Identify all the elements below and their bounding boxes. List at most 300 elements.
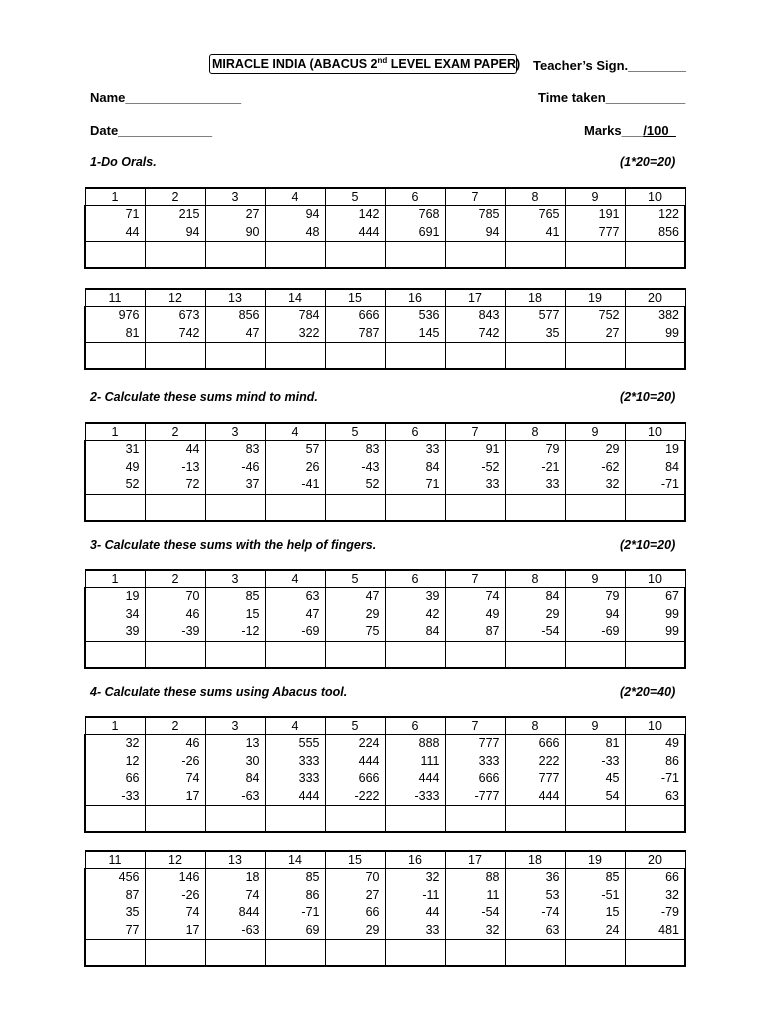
sum-numbers-row	[85, 441, 685, 495]
answer-cell[interactable]	[205, 494, 265, 521]
sum-term: 35	[545, 325, 560, 340]
sum-term: 32	[125, 736, 140, 750]
answer-cell[interactable]	[265, 806, 325, 833]
sum-term: 99	[665, 325, 679, 340]
sum-term: 94	[605, 606, 620, 621]
section-4-table-2	[84, 850, 686, 967]
sum-term: 32	[665, 887, 679, 902]
sum-term: 666	[358, 308, 380, 322]
sum-numbers-row	[85, 735, 685, 806]
question-number: 10	[625, 570, 685, 588]
sum-term: 222	[538, 753, 560, 768]
question-number: 19	[565, 289, 625, 307]
sum-column	[565, 588, 625, 642]
sum-numbers-row	[85, 588, 685, 642]
answer-cell[interactable]	[385, 940, 445, 967]
answer-cell[interactable]	[565, 494, 625, 521]
sum-term: 48	[305, 224, 320, 239]
sum-column	[265, 206, 325, 242]
sum-column	[325, 588, 385, 642]
sum-term: 35	[125, 905, 140, 919]
sum-column	[85, 441, 145, 495]
sum-column	[625, 206, 685, 242]
answer-cell[interactable]	[145, 940, 205, 967]
sum-term: 12	[125, 753, 140, 768]
sum-term: -63	[241, 922, 260, 937]
answer-cell[interactable]	[265, 494, 325, 521]
answer-cell[interactable]	[145, 343, 205, 370]
sum-term: 777	[538, 771, 560, 785]
question-number-row	[85, 423, 685, 441]
sum-column	[445, 441, 505, 495]
sum-column	[85, 307, 145, 343]
sum-term: 444	[298, 788, 320, 803]
sum-column	[565, 206, 625, 242]
sum-column	[85, 869, 145, 940]
sum-term: 577	[538, 308, 560, 322]
sum-column	[505, 588, 565, 642]
sum-term: -26	[181, 753, 200, 768]
sum-column	[205, 588, 265, 642]
sum-column	[145, 307, 205, 343]
marks-field[interactable]: Marks___/100_	[584, 123, 676, 138]
sum-term: -333	[414, 788, 440, 803]
sum-term: 33	[425, 442, 440, 456]
sum-term: 785	[478, 207, 500, 221]
sum-term: 29	[365, 922, 380, 937]
sum-term: 70	[185, 589, 200, 603]
answer-cell[interactable]	[565, 940, 625, 967]
sum-term: -12	[241, 624, 260, 638]
question-number: 13	[205, 289, 265, 307]
sum-term: 52	[365, 477, 380, 491]
sum-term: 111	[420, 753, 440, 768]
sum-column	[385, 588, 445, 642]
sum-term: 81	[125, 325, 140, 340]
sum-term: 17	[185, 922, 200, 937]
sum-term: 85	[245, 589, 260, 603]
answer-cell[interactable]	[565, 242, 625, 269]
sum-term: 844	[238, 905, 260, 919]
sum-term: 84	[245, 771, 260, 785]
sum-column	[205, 735, 265, 806]
sum-term: 75	[365, 624, 380, 638]
answer-cell[interactable]	[325, 940, 385, 967]
sum-term: 77	[125, 922, 140, 937]
sum-term: 44	[425, 905, 440, 919]
question-number: 18	[505, 289, 565, 307]
answer-cell[interactable]	[385, 242, 445, 269]
sum-term: 15	[245, 606, 260, 621]
question-number: 7	[445, 423, 505, 441]
sum-column	[625, 588, 685, 642]
sum-term: 79	[605, 589, 620, 603]
question-number: 8	[505, 423, 565, 441]
sum-term: 88	[485, 870, 500, 884]
sum-term: 84	[425, 624, 440, 638]
question-number: 9	[565, 717, 625, 735]
question-number-row	[85, 851, 685, 869]
question-number: 5	[325, 717, 385, 735]
section-4-title: 4- Calculate these sums using Abacus tool.	[90, 685, 348, 699]
question-number: 4	[265, 188, 325, 206]
sum-term: 87	[485, 624, 500, 638]
sum-term: 444	[358, 753, 380, 768]
sum-column	[205, 869, 265, 940]
sum-term: 66	[665, 870, 679, 884]
sum-column	[505, 869, 565, 940]
answer-cell[interactable]	[625, 641, 685, 668]
answer-cell[interactable]	[505, 494, 565, 521]
sum-term: 36	[545, 870, 560, 884]
answer-cell[interactable]	[325, 641, 385, 668]
answer-cell[interactable]	[625, 494, 685, 521]
sum-column	[625, 869, 685, 940]
sum-term: 47	[365, 589, 380, 603]
sum-term: 49	[665, 736, 679, 750]
sum-term: 49	[125, 459, 140, 474]
question-number: 8	[505, 188, 565, 206]
sum-column	[445, 588, 505, 642]
answer-cell[interactable]	[625, 940, 685, 967]
answer-cell[interactable]	[385, 494, 445, 521]
sum-term: 787	[358, 325, 380, 340]
answer-cell[interactable]	[85, 806, 145, 833]
sum-column	[325, 307, 385, 343]
sum-term: -51	[601, 887, 620, 902]
sum-column	[385, 869, 445, 940]
date-field[interactable]: Date_____________	[90, 123, 213, 138]
sum-term: 29	[605, 442, 620, 456]
sum-column	[265, 588, 325, 642]
sum-term: -43	[361, 459, 380, 474]
sum-column	[265, 307, 325, 343]
answer-cell[interactable]	[85, 641, 145, 668]
answer-cell[interactable]	[85, 242, 145, 269]
sum-term: 84	[545, 589, 560, 603]
sum-term: -33	[121, 788, 140, 803]
sum-term: 666	[538, 736, 560, 750]
sum-term: 333	[478, 753, 500, 768]
teacher-sign-field[interactable]: Teacher’s Sign.________	[533, 58, 686, 73]
sum-term: 83	[365, 442, 380, 456]
question-number: 1	[85, 570, 145, 588]
sum-term: 27	[365, 887, 380, 902]
answer-cell[interactable]	[145, 494, 205, 521]
question-number: 12	[145, 851, 205, 869]
sum-term: 47	[305, 606, 320, 621]
time-taken-field[interactable]: Time taken___________	[538, 90, 686, 105]
sum-term: -54	[541, 624, 560, 638]
sum-term: 856	[658, 224, 679, 239]
sum-term: 72	[185, 477, 200, 491]
sum-column	[325, 869, 385, 940]
answer-cell[interactable]	[625, 242, 685, 269]
answer-cell[interactable]	[445, 343, 505, 370]
sum-term: 15	[605, 905, 620, 919]
question-number: 2	[145, 717, 205, 735]
sum-numbers-row	[85, 307, 685, 343]
sum-term: 83	[245, 442, 260, 456]
sum-column	[205, 307, 265, 343]
answer-cell[interactable]	[325, 343, 385, 370]
question-number: 14	[265, 289, 325, 307]
sum-term: 444	[418, 771, 440, 785]
sum-column	[85, 206, 145, 242]
sum-column	[385, 735, 445, 806]
sum-numbers-row	[85, 206, 685, 242]
answer-cell[interactable]	[625, 806, 685, 833]
sum-term: 87	[125, 887, 140, 902]
answer-cell[interactable]	[565, 806, 625, 833]
answer-cell[interactable]	[565, 343, 625, 370]
sum-column	[145, 206, 205, 242]
section-1-table-2	[84, 288, 686, 370]
answer-cell[interactable]	[385, 343, 445, 370]
sum-term: -74	[541, 905, 560, 919]
sum-term: 191	[598, 207, 620, 221]
sum-term: 52	[125, 477, 140, 491]
section-1-table-1	[84, 187, 686, 269]
question-number: 5	[325, 570, 385, 588]
answer-cell[interactable]	[205, 806, 265, 833]
answer-cell[interactable]	[445, 494, 505, 521]
sum-term: 456	[118, 870, 140, 884]
question-number: 9	[565, 423, 625, 441]
sum-term: 63	[665, 788, 679, 803]
sum-term: 333	[298, 771, 320, 785]
sum-term: -69	[301, 624, 320, 638]
answer-cell[interactable]	[145, 242, 205, 269]
answer-cell[interactable]	[265, 343, 325, 370]
sum-column	[385, 441, 445, 495]
name-field[interactable]: Name________________	[90, 90, 242, 105]
sum-term: 146	[178, 870, 200, 884]
sum-term: 27	[605, 325, 620, 340]
sum-column	[325, 206, 385, 242]
sum-term: -39	[181, 624, 200, 638]
sum-term: -33	[601, 753, 620, 768]
sum-term: 976	[118, 308, 140, 322]
question-number: 17	[445, 851, 505, 869]
answer-cell[interactable]	[265, 641, 325, 668]
sum-term: 215	[178, 207, 200, 221]
sum-term: 74	[245, 887, 260, 902]
sum-term: 19	[125, 589, 140, 603]
answer-cell[interactable]	[205, 242, 265, 269]
sum-term: 67	[665, 589, 679, 603]
question-number: 6	[385, 570, 445, 588]
question-number: 1	[85, 188, 145, 206]
sum-column	[205, 441, 265, 495]
answer-cell[interactable]	[505, 940, 565, 967]
sum-column	[505, 441, 565, 495]
sum-term: 142	[358, 207, 380, 221]
question-number: 10	[625, 188, 685, 206]
question-number: 7	[445, 570, 505, 588]
section-2-table	[84, 422, 686, 522]
answer-cell[interactable]	[505, 343, 565, 370]
answer-cell[interactable]	[445, 242, 505, 269]
sum-term: 79	[545, 442, 560, 456]
sum-column	[145, 441, 205, 495]
answer-cell[interactable]	[565, 641, 625, 668]
sum-term: -71	[301, 905, 320, 919]
answer-cell[interactable]	[145, 641, 205, 668]
sum-term: 27	[245, 207, 260, 221]
sum-term: -63	[241, 788, 260, 803]
sum-term: -52	[481, 459, 500, 474]
section-3-title: 3- Calculate these sums with the help of fingers.	[90, 538, 377, 552]
sum-term: 85	[605, 870, 620, 884]
sum-term: 69	[305, 922, 320, 937]
answer-cell[interactable]	[85, 940, 145, 967]
sum-term: 71	[425, 477, 440, 491]
question-number: 3	[205, 188, 265, 206]
sum-column	[145, 588, 205, 642]
answer-cell[interactable]	[445, 940, 505, 967]
answer-cell[interactable]	[265, 242, 325, 269]
answer-cell[interactable]	[505, 242, 565, 269]
exam-title: MIRACLE INDIA (ABACUS 2nd LEVEL EXAM PAPER)	[209, 54, 517, 74]
sum-column	[445, 307, 505, 343]
question-number: 17	[445, 289, 505, 307]
answer-cell[interactable]	[325, 494, 385, 521]
sum-term: -54	[481, 905, 500, 919]
sum-term: 333	[298, 753, 320, 768]
sum-term: -13	[181, 459, 200, 474]
question-number: 10	[625, 423, 685, 441]
sum-term: -777	[474, 788, 500, 803]
question-number: 14	[265, 851, 325, 869]
answer-cell[interactable]	[205, 940, 265, 967]
question-number: 7	[445, 717, 505, 735]
answer-row	[85, 494, 685, 521]
sum-term: 481	[658, 922, 679, 937]
section-1-title: 1-Do Orals.	[90, 155, 157, 169]
answer-cell[interactable]	[505, 641, 565, 668]
question-number: 13	[205, 851, 265, 869]
question-number: 9	[565, 570, 625, 588]
answer-cell[interactable]	[385, 641, 445, 668]
sum-term: 90	[245, 224, 260, 239]
question-number: 3	[205, 570, 265, 588]
sum-term: 784	[298, 308, 320, 322]
question-number: 6	[385, 423, 445, 441]
answer-cell[interactable]	[205, 641, 265, 668]
sum-term: 673	[178, 308, 200, 322]
sum-term: 41	[545, 224, 560, 239]
sum-term: 33	[485, 477, 500, 491]
answer-cell[interactable]	[325, 806, 385, 833]
sum-term: 74	[185, 771, 200, 785]
sum-term: 63	[545, 922, 560, 937]
question-number: 16	[385, 289, 445, 307]
sum-column	[445, 735, 505, 806]
sum-term: 86	[665, 753, 679, 768]
answer-cell[interactable]	[325, 242, 385, 269]
sum-term: 444	[538, 788, 560, 803]
sum-term: 19	[665, 442, 679, 456]
answer-cell[interactable]	[625, 343, 685, 370]
sum-term: 70	[365, 870, 380, 884]
section-3-table	[84, 569, 686, 669]
answer-cell[interactable]	[505, 806, 565, 833]
question-number: 3	[205, 717, 265, 735]
sum-term: 30	[245, 753, 260, 768]
sum-term: 768	[418, 207, 440, 221]
sum-column	[625, 441, 685, 495]
question-number: 4	[265, 570, 325, 588]
question-number: 6	[385, 717, 445, 735]
sum-column	[145, 735, 205, 806]
answer-cell[interactable]	[265, 940, 325, 967]
question-number: 4	[265, 717, 325, 735]
sum-term: 94	[305, 207, 320, 221]
sum-term: 666	[358, 771, 380, 785]
sum-term: 777	[478, 736, 500, 750]
sum-term: 63	[305, 589, 320, 603]
sum-term: 44	[125, 224, 140, 239]
sum-term: 24	[605, 922, 620, 937]
answer-cell[interactable]	[205, 343, 265, 370]
sum-column	[565, 307, 625, 343]
sum-term: 39	[125, 624, 140, 638]
section-1-marks: (1*20=20)	[620, 155, 676, 169]
sum-term: 66	[125, 771, 140, 785]
sum-term: 777	[598, 224, 620, 239]
sum-term: 765	[538, 207, 560, 221]
section-4-table-1	[84, 716, 686, 833]
sum-term: 888	[418, 736, 440, 750]
sum-term: 666	[478, 771, 500, 785]
sum-term: 45	[605, 771, 620, 785]
sum-term: 34	[125, 606, 140, 621]
sum-term: 742	[478, 325, 500, 340]
sum-term: 31	[125, 442, 140, 456]
sum-term: 54	[605, 788, 620, 803]
sum-term: -41	[301, 477, 320, 491]
sum-term: 29	[545, 606, 560, 621]
question-number: 12	[145, 289, 205, 307]
question-number: 2	[145, 423, 205, 441]
sum-term: 91	[485, 442, 500, 456]
question-number-row	[85, 289, 685, 307]
sum-term: 17	[185, 788, 200, 803]
sum-term: -46	[241, 459, 260, 474]
answer-cell[interactable]	[85, 494, 145, 521]
answer-cell[interactable]	[445, 806, 505, 833]
answer-cell[interactable]	[145, 806, 205, 833]
question-number: 9	[565, 188, 625, 206]
question-number: 15	[325, 289, 385, 307]
sum-term: -79	[660, 905, 679, 919]
sum-column	[325, 735, 385, 806]
sum-term: 74	[185, 905, 200, 919]
sum-term: 74	[485, 589, 500, 603]
question-number: 15	[325, 851, 385, 869]
section-3-marks: (2*10=20)	[620, 538, 676, 552]
answer-cell[interactable]	[385, 806, 445, 833]
answer-cell[interactable]	[85, 343, 145, 370]
answer-cell[interactable]	[445, 641, 505, 668]
sum-term: 47	[245, 325, 260, 340]
sum-term: 145	[418, 325, 440, 340]
sum-column	[565, 869, 625, 940]
sum-column	[625, 307, 685, 343]
sum-term: 49	[485, 606, 500, 621]
sum-column	[505, 206, 565, 242]
